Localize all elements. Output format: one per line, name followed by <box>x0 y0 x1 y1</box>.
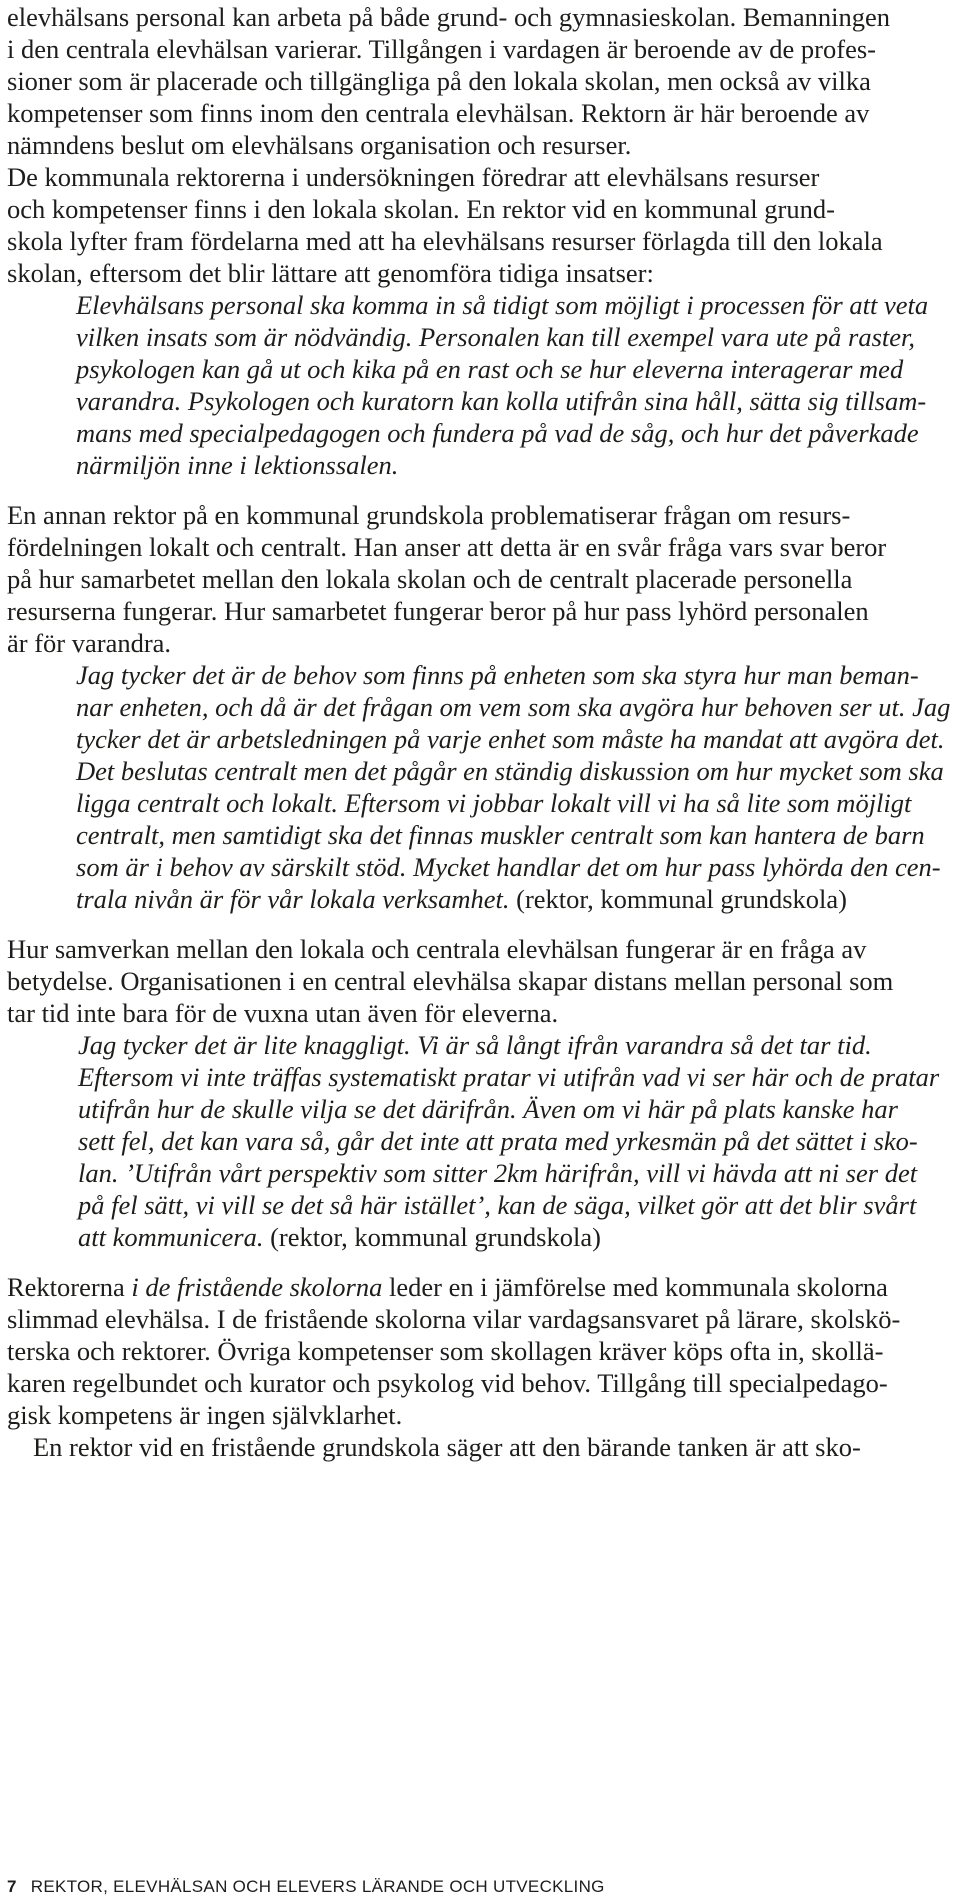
quote-line: ligga centralt och lokalt. Eftersom vi jobbar lokalt vill vi ha så lite som möjligt <box>76 788 912 818</box>
body-text-line: är för varandra. <box>7 628 172 658</box>
quote-line: varandra. Psykologen och kuratorn kan kolla utifrån sina håll, sätta sig tillsam- <box>76 386 927 416</box>
body-text-line: slimmad elevhälsa. I de fristående skolorna vilar vardagsansvaret på lärare, skolskö- <box>7 1304 901 1334</box>
quote-line <box>78 1221 601 1253</box>
quote-line: psykologen kan gå ut och kika på en rast och se hur eleverna interagerar med <box>76 354 904 384</box>
quote-line: nar enheten, och då är det frågan om vem som ska avgöra hur behoven ser ut. Jag <box>76 692 951 722</box>
quote-line: tycker det är arbetsledningen på varje enhet som måste ha mandat att avgöra det. <box>76 724 945 754</box>
body-text-line: sioner som är placerade och tillgängliga på den lokala skolan, men också av vilka <box>7 66 871 96</box>
body-text-line: kompetenser som finns inom den centrala elevhälsan. Rektorn är här beroende av <box>7 98 870 128</box>
body-text-line: fördelningen lokalt och centralt. Han anser att detta är en svår fråga vars svar beror <box>7 532 887 562</box>
quote-line: lan. ’Utifrån vårt perspektiv som sitter 2km härifrån, vill vi hävda att ni ser det <box>78 1158 918 1188</box>
body-text-line: En annan rektor på en kommunal grundskola problematiserar frågan om resurs- <box>7 500 851 530</box>
body-text-line: elevhälsans personal kan arbeta på både grund- och gymnasieskolan. Bemanningen <box>7 2 891 32</box>
body-text-line: skola lyfter fram fördelarna med att ha elevhälsans resurser förlagda till den lokala <box>7 226 883 256</box>
emphasis-text: i de fristående skolorna <box>131 1272 383 1302</box>
body-text-line: De kommunala rektorerna i undersökningen föredrar att elevhälsans resurser <box>7 162 820 192</box>
body-text-line: resurserna fungerar. Hur samarbetet fungerar beror på hur pass lyhörd personalen <box>7 596 869 626</box>
body-text-line: skolan, eftersom det blir lättare att genomföra tidiga insatser: <box>7 258 654 288</box>
page-footer <box>7 1877 605 1897</box>
body-text-line: terska och rektorer. Övriga kompetenser som skollagen kräver köps ofta in, skollä- <box>7 1336 884 1366</box>
quote-line: centralt, men samtidigt ska det finnas muskler centralt som kan hantera de barn <box>76 820 925 850</box>
quote-line: mans med specialpedagogen och fundera på vad de såg, och hur det påverkade <box>76 418 919 448</box>
body-text-line: i den centrala elevhälsan varierar. Tillgången i vardagen är beroende av de profes- <box>7 34 876 64</box>
running-title: REKTOR, ELEVHÄLSAN OCH ELEVERS LÄRANDE OCH UTVECKLING <box>30 1877 605 1896</box>
quote-text: att kommunicera. <box>78 1222 264 1252</box>
quote-line: som är i behov av särskilt stöd. Mycket handlar det om hur pass lyhörda den cen- <box>76 852 941 882</box>
body-text-line: tar tid inte bara för de vuxna utan även för eleverna. <box>7 998 559 1028</box>
quote-line: Jag tycker det är de behov som finns på enheten som ska styra hur man beman- <box>76 660 919 690</box>
body-text: Rektorerna <box>7 1272 132 1302</box>
quote-line: Elevhälsans personal ska komma in så tidigt som möjligt i processen för att veta <box>76 290 929 320</box>
quote-attribution: (rektor, kommunal grundskola) <box>509 884 847 914</box>
quote-line: sett fel, det kan vara så, går det inte att prata med yrkesmän på det sättet i sko- <box>78 1126 918 1156</box>
body-text-line: och kompetenser finns i den lokala skolan. En rektor vid en kommunal grund- <box>7 194 835 224</box>
body-text-line <box>7 1271 888 1303</box>
quote-line: närmiljön inne i lektionssalen. <box>76 450 399 480</box>
body-text-line: betydelse. Organisationen i en central elevhälsa skapar distans mellan personal som <box>7 966 894 996</box>
quote-attribution: (rektor, kommunal grundskola) <box>263 1222 601 1252</box>
body-text-line: på hur samarbetet mellan den lokala skolan och de centralt placerade personella <box>7 564 853 594</box>
body-text-line: Hur samverkan mellan den lokala och centrala elevhälsan fungerar är en fråga av <box>7 934 867 964</box>
quote-line: Eftersom vi inte träffas systematiskt pratar vi utifrån vad vi ser här och de pratar <box>78 1062 940 1092</box>
quote-line: på fel sätt, vi vill se det så här istället’, kan de säga, vilket gör att det blir svårt <box>78 1190 917 1220</box>
quote-line: utifrån hur de skulle vilja se det därifrån. Även om vi här på plats kanske har <box>78 1094 898 1124</box>
body-text-line: En rektor vid en fristående grundskola säger att den bärande tanken är att sko- <box>33 1432 861 1462</box>
quote-line <box>76 883 847 915</box>
body-text: leder en i jämförelse med kommunala skolorna <box>382 1272 888 1302</box>
body-text-line: karen regelbundet och kurator och psykolog vid behov. Tillgång till specialpedago- <box>7 1368 888 1398</box>
quote-text: trala nivån är för vår lokala verksamhet. <box>76 884 510 914</box>
quote-line: Det beslutas centralt men det pågår en ständig diskussion om hur mycket som ska <box>76 756 944 786</box>
body-text-line: gisk kompetens är ingen självklarhet. <box>7 1400 403 1430</box>
quote-line: Jag tycker det är lite knaggligt. Vi är så långt ifrån varandra så det tar tid. <box>78 1030 872 1060</box>
body-text-line: nämndens beslut om elevhälsans organisation och resurser. <box>7 130 632 160</box>
quote-line: vilken insats som är nödvändig. Personalen kan till exempel vara ute på raster, <box>76 322 916 352</box>
page-number: 7 <box>7 1877 17 1896</box>
